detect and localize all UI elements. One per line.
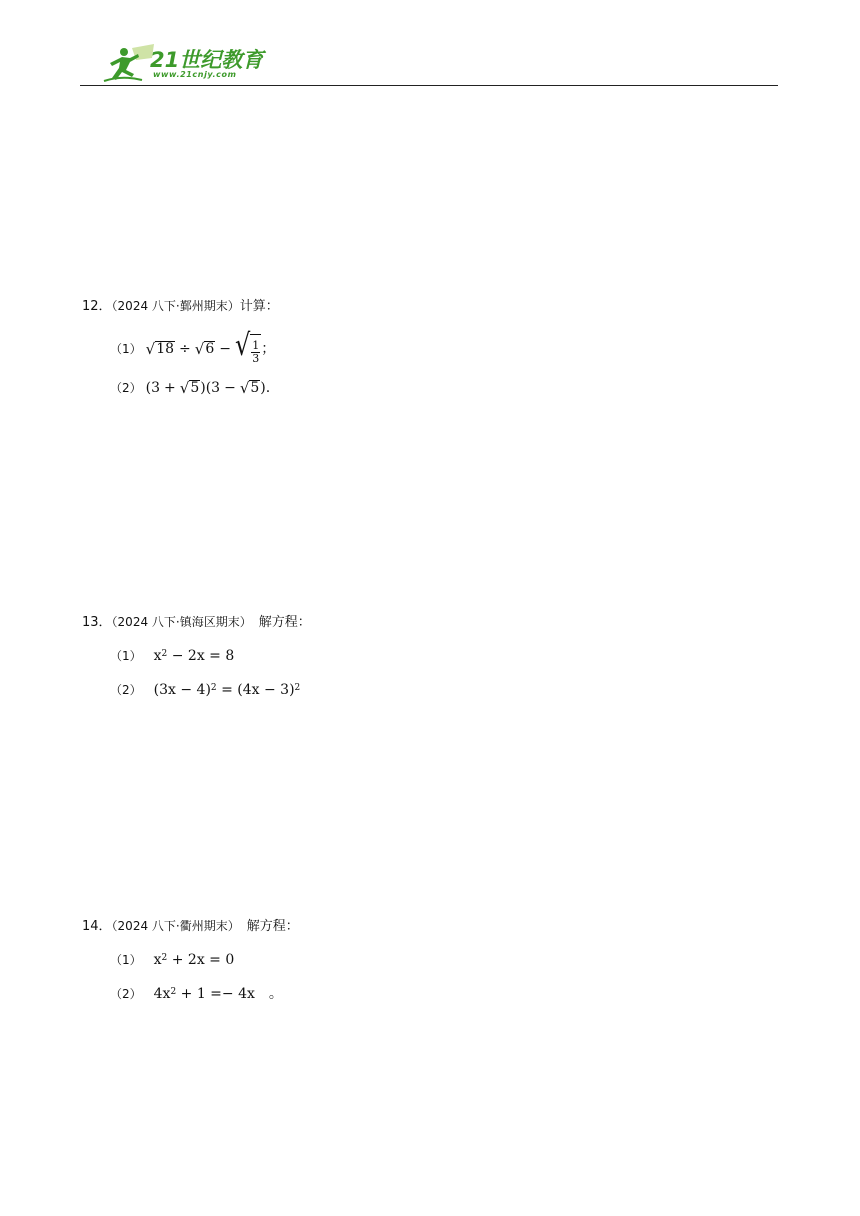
header-divider: [80, 85, 778, 86]
question-source: （2024 八下·衢州期末）: [111, 919, 234, 933]
sqrt-18: √ 18: [145, 339, 175, 358]
question-14-title: [82, 917, 299, 936]
question-number: 12．: [82, 299, 112, 314]
sqrt-fraction: √ $\frac{1}{3}$: [234, 327, 260, 365]
question-prompt: 解方程：: [233, 919, 299, 934]
sqrt-6: √ 6: [194, 339, 215, 358]
logo-url: www.21cnjy.com: [153, 70, 237, 79]
equation: (3x − 4) $^2$ = (4x − 3) $^2$: [153, 682, 301, 698]
question-13-title: [82, 613, 311, 632]
equation: 4x $^2$ + 1 =− 4x 。: [153, 986, 283, 1002]
part-label: （1）: [110, 953, 142, 967]
question-number: 13．: [82, 615, 112, 630]
logo-text: 21世纪教育: [150, 48, 264, 72]
question-number: 14．: [82, 919, 112, 934]
question-14-part-1: [110, 950, 234, 970]
question-13-part-1: [110, 646, 234, 666]
page-header: [80, 38, 778, 86]
expression: (3 + √ 5 )(3 − √ 5 ) .: [145, 378, 271, 397]
question-prompt: 计算：: [239, 299, 279, 314]
question-13-part-2: [110, 680, 300, 700]
question-14-part-2: [110, 984, 283, 1004]
part-label: （1）: [110, 342, 142, 357]
question-12-part-1: [110, 327, 276, 365]
part-label: （2）: [110, 987, 142, 1001]
equation: x $^2$ − 2x = 8: [153, 648, 235, 664]
question-source: （2024 八下·鄞州期末）: [111, 299, 240, 313]
part-label: （1）: [110, 649, 142, 663]
equation: x $^2$ + 2x = 0: [153, 952, 235, 968]
question-12-part-2: [110, 378, 270, 398]
question-12-title: [82, 297, 279, 316]
question-prompt: 解方程：: [245, 615, 311, 630]
part-label: （2）: [110, 381, 142, 395]
question-source: （2024 八下·镇海区期末）: [111, 615, 246, 629]
part-label: （2）: [110, 683, 142, 697]
expression: √ 18 ÷ √ 6 − √ $\frac{1}{3}$ ；: [145, 327, 276, 365]
